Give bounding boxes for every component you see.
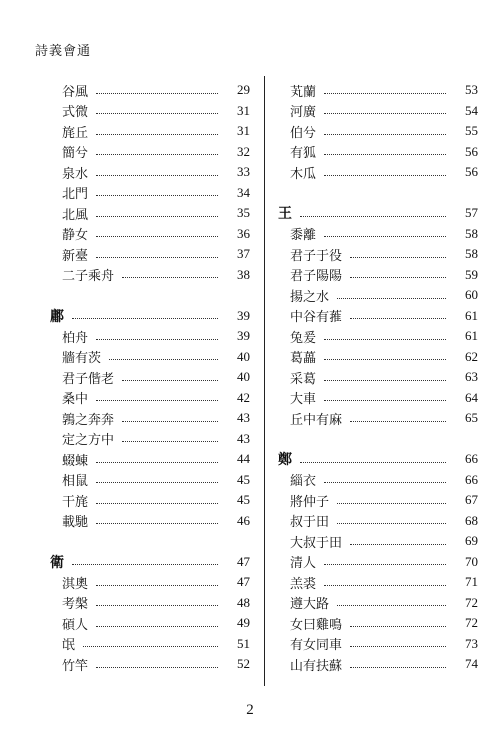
entry-title: 淇奧 [62,576,89,592]
toc-entry [50,490,250,511]
dot-leader [350,318,446,319]
entry-page-number: 45 [237,492,250,508]
entry-title: 谷風 [62,84,89,100]
toc-entry [278,490,478,511]
dot-leader [122,421,218,422]
entry-title: 木瓜 [290,166,317,182]
entry-title: 遵大路 [290,597,330,613]
entry-page-number: 55 [465,123,478,139]
entry-page-number: 69 [465,533,478,549]
toc-entry [278,265,478,286]
toc-entry [50,593,250,614]
entry-title: 鶉之奔奔 [62,412,115,428]
dot-leader [96,339,218,340]
dot-leader [96,175,218,176]
dot-leader [96,216,218,217]
dot-leader [324,175,446,176]
entry-page-number: 33 [237,164,250,180]
entry-page-number: 40 [237,348,250,364]
toc-entry [50,224,250,245]
dot-leader [96,585,218,586]
toc-entry [50,470,250,491]
entry-page-number: 67 [465,492,478,508]
dot-leader [350,646,446,647]
entry-page-number: 48 [237,594,250,610]
dot-leader [324,154,446,155]
dot-leader [350,667,446,668]
entry-page-number: 49 [237,615,250,631]
entry-page-number: 44 [237,451,250,467]
dot-leader [72,318,218,319]
entry-title: 定之方中 [62,433,115,449]
section-gap [50,531,250,552]
entry-title: 伯兮 [290,125,317,141]
entry-title: 兔爰 [290,330,317,346]
dot-leader [324,359,446,360]
dot-leader [337,503,446,504]
entry-page-number: 43 [237,410,250,426]
dot-leader [122,277,218,278]
dot-leader [324,482,446,483]
dot-leader [324,380,446,381]
entry-title: 丘中有麻 [290,412,343,428]
dot-leader [96,257,218,258]
entry-page-number: 31 [237,123,250,139]
entry-title: 大車 [290,392,317,408]
toc-entry [50,634,250,655]
dot-leader [96,134,218,135]
entry-page-number: 56 [465,164,478,180]
dot-leader [324,113,446,114]
entry-page-number: 29 [237,82,250,98]
dot-leader [337,605,446,606]
toc-section-heading [278,203,478,224]
dot-leader [324,400,446,401]
dot-leader [350,277,446,278]
dot-leader [96,482,218,483]
toc-entry [278,80,478,101]
entry-title: 新臺 [62,248,89,264]
dot-leader [83,646,218,647]
entry-title: 清人 [290,556,317,572]
entry-page-number: 52 [237,656,250,672]
toc-entry [50,80,250,101]
entry-page-number: 72 [465,615,478,631]
entry-page-number: 72 [465,594,478,610]
toc-entry [278,142,478,163]
toc-entry [278,224,478,245]
entry-page-number: 58 [465,225,478,241]
dot-leader [324,93,446,94]
toc-entry [278,654,478,675]
toc-entry [278,572,478,593]
toc-section-heading [278,449,478,470]
entry-page-number: 63 [465,369,478,385]
entry-title: 揚之水 [290,289,330,305]
entry-title: 干旄 [62,494,89,510]
entry-page-number: 58 [465,246,478,262]
entry-page-number: 65 [465,410,478,426]
entry-title: 氓 [62,638,76,654]
toc-entry [278,121,478,142]
dot-leader [96,195,218,196]
section-gap [50,285,250,306]
section-title: 王 [278,206,292,223]
entry-title: 君子于役 [290,248,343,264]
entry-page-number: 61 [465,328,478,344]
toc-entry [278,388,478,409]
entry-page-number: 53 [465,82,478,98]
entry-title: 簡兮 [62,146,89,162]
entry-title: 緇衣 [290,474,317,490]
entry-title: 有女同車 [290,638,343,654]
toc-entry [278,470,478,491]
dot-leader [300,216,446,217]
entry-page-number: 46 [237,512,250,528]
dot-leader [350,421,446,422]
entry-page-number: 68 [465,512,478,528]
entry-page-number: 74 [465,656,478,672]
entry-title: 羔裘 [290,576,317,592]
toc-entry [50,244,250,265]
dot-leader [337,523,446,524]
entry-title: 式微 [62,105,89,121]
toc-entry [50,101,250,122]
entry-title: 北風 [62,207,89,223]
entry-page-number: 45 [237,471,250,487]
toc-entry [278,367,478,388]
dot-leader [122,380,218,381]
entry-page-number: 37 [237,246,250,262]
entry-title: 葛藟 [290,351,317,367]
toc-entry [50,265,250,286]
dot-leader [96,605,218,606]
entry-page-number: 36 [237,225,250,241]
toc-entry [278,552,478,573]
entry-title: 君子偕老 [62,371,115,387]
section-title: 鄘 [50,308,64,325]
toc-entry [50,142,250,163]
toc-section-heading [50,306,250,327]
entry-title: 大叔于田 [290,535,343,551]
dot-leader [96,462,218,463]
entry-title: 牆有茨 [62,351,102,367]
entry-title: 女曰雞鳴 [290,617,343,633]
toc-entry [50,429,250,450]
entry-page-number: 66 [465,471,478,487]
dot-leader [350,257,446,258]
entry-page-number: 43 [237,430,250,446]
dot-leader [96,523,218,524]
entry-title: 河廣 [290,105,317,121]
entry-page-number: 35 [237,205,250,221]
entry-page-number: 57 [465,205,478,221]
toc-entry [50,347,250,368]
toc-entry [278,347,478,368]
toc-right-column [278,80,478,675]
entry-title: 將仲子 [290,494,330,510]
entry-title: 二子乘舟 [62,269,115,285]
dot-leader [324,339,446,340]
entry-title: 静女 [62,228,89,244]
toc-entry [50,326,250,347]
entry-title: 蝃蝀 [62,453,89,469]
dot-leader [350,544,446,545]
dot-leader [96,113,218,114]
toc-entry [278,408,478,429]
section-title: 鄭 [278,452,292,469]
dot-leader [96,93,218,94]
entry-page-number: 54 [465,102,478,118]
dot-leader [324,236,446,237]
toc-entry [278,511,478,532]
toc-entry [278,531,478,552]
dot-leader [96,400,218,401]
entry-title: 旄丘 [62,125,89,141]
toc-entry [50,367,250,388]
entry-page-number: 70 [465,553,478,569]
toc-entry [278,613,478,634]
entry-page-number: 42 [237,389,250,405]
entry-page-number: 32 [237,143,250,159]
dot-leader [337,298,446,299]
entry-title: 黍離 [290,228,317,244]
entry-title: 泉水 [62,166,89,182]
dot-leader [324,564,446,565]
toc-entry [50,183,250,204]
entry-title: 桑中 [62,392,89,408]
toc-entry [50,654,250,675]
dot-leader [96,626,218,627]
dot-leader [122,441,218,442]
dot-leader [96,236,218,237]
entry-title: 有狐 [290,146,317,162]
toc-entry [50,203,250,224]
entry-page-number: 39 [237,307,250,323]
dot-leader [96,667,218,668]
entry-title: 采葛 [290,371,317,387]
section-gap [278,183,478,204]
dot-leader [300,462,446,463]
toc-entry [50,408,250,429]
entry-page-number: 56 [465,143,478,159]
toc-entry [50,572,250,593]
entry-page-number: 51 [237,635,250,651]
entry-title: 北門 [62,187,89,203]
entry-page-number: 60 [465,287,478,303]
toc-entry [278,285,478,306]
entry-page-number: 66 [465,451,478,467]
entry-title: 叔于田 [290,515,330,531]
section-gap [278,429,478,450]
page-number: 2 [246,702,254,718]
entry-page-number: 31 [237,102,250,118]
entry-page-number: 40 [237,369,250,385]
entry-page-number: 62 [465,348,478,364]
toc-entry [278,101,478,122]
entry-title: 考槃 [62,597,89,613]
entry-page-number: 39 [237,328,250,344]
entry-page-number: 34 [237,184,250,200]
entry-page-number: 64 [465,389,478,405]
dot-leader [109,359,218,360]
dot-leader [96,503,218,504]
entry-title: 相鼠 [62,474,89,490]
dot-leader [350,626,446,627]
toc-left-column [50,80,250,675]
toc-entry [50,162,250,183]
entry-title: 芄蘭 [290,84,317,100]
toc-entry [50,613,250,634]
entry-title: 山有扶蘇 [290,658,343,674]
entry-page-number: 61 [465,307,478,323]
toc-entry [278,306,478,327]
dot-leader [324,134,446,135]
dot-leader [72,564,218,565]
toc-entry [278,634,478,655]
entry-title: 竹竿 [62,658,89,674]
entry-page-number: 73 [465,635,478,651]
column-divider [264,76,265,686]
toc-entry [278,593,478,614]
entry-page-number: 38 [237,266,250,282]
dot-leader [96,154,218,155]
entry-title: 君子陽陽 [290,269,343,285]
toc-entry [50,511,250,532]
toc-entry [278,244,478,265]
toc-entry [278,326,478,347]
dot-leader [324,585,446,586]
toc-entry [278,162,478,183]
entry-page-number: 47 [237,553,250,569]
entry-title: 載馳 [62,515,89,531]
toc-entry [50,121,250,142]
entry-title: 中谷有蓷 [290,310,343,326]
toc-entry [50,449,250,470]
running-head: 詩義會通 [35,44,92,59]
entry-page-number: 59 [465,266,478,282]
entry-title: 碩人 [62,617,89,633]
toc-section-heading [50,552,250,573]
entry-title: 柏舟 [62,330,89,346]
toc-entry [50,388,250,409]
section-title: 衛 [50,554,64,571]
entry-page-number: 47 [237,574,250,590]
entry-page-number: 71 [465,574,478,590]
